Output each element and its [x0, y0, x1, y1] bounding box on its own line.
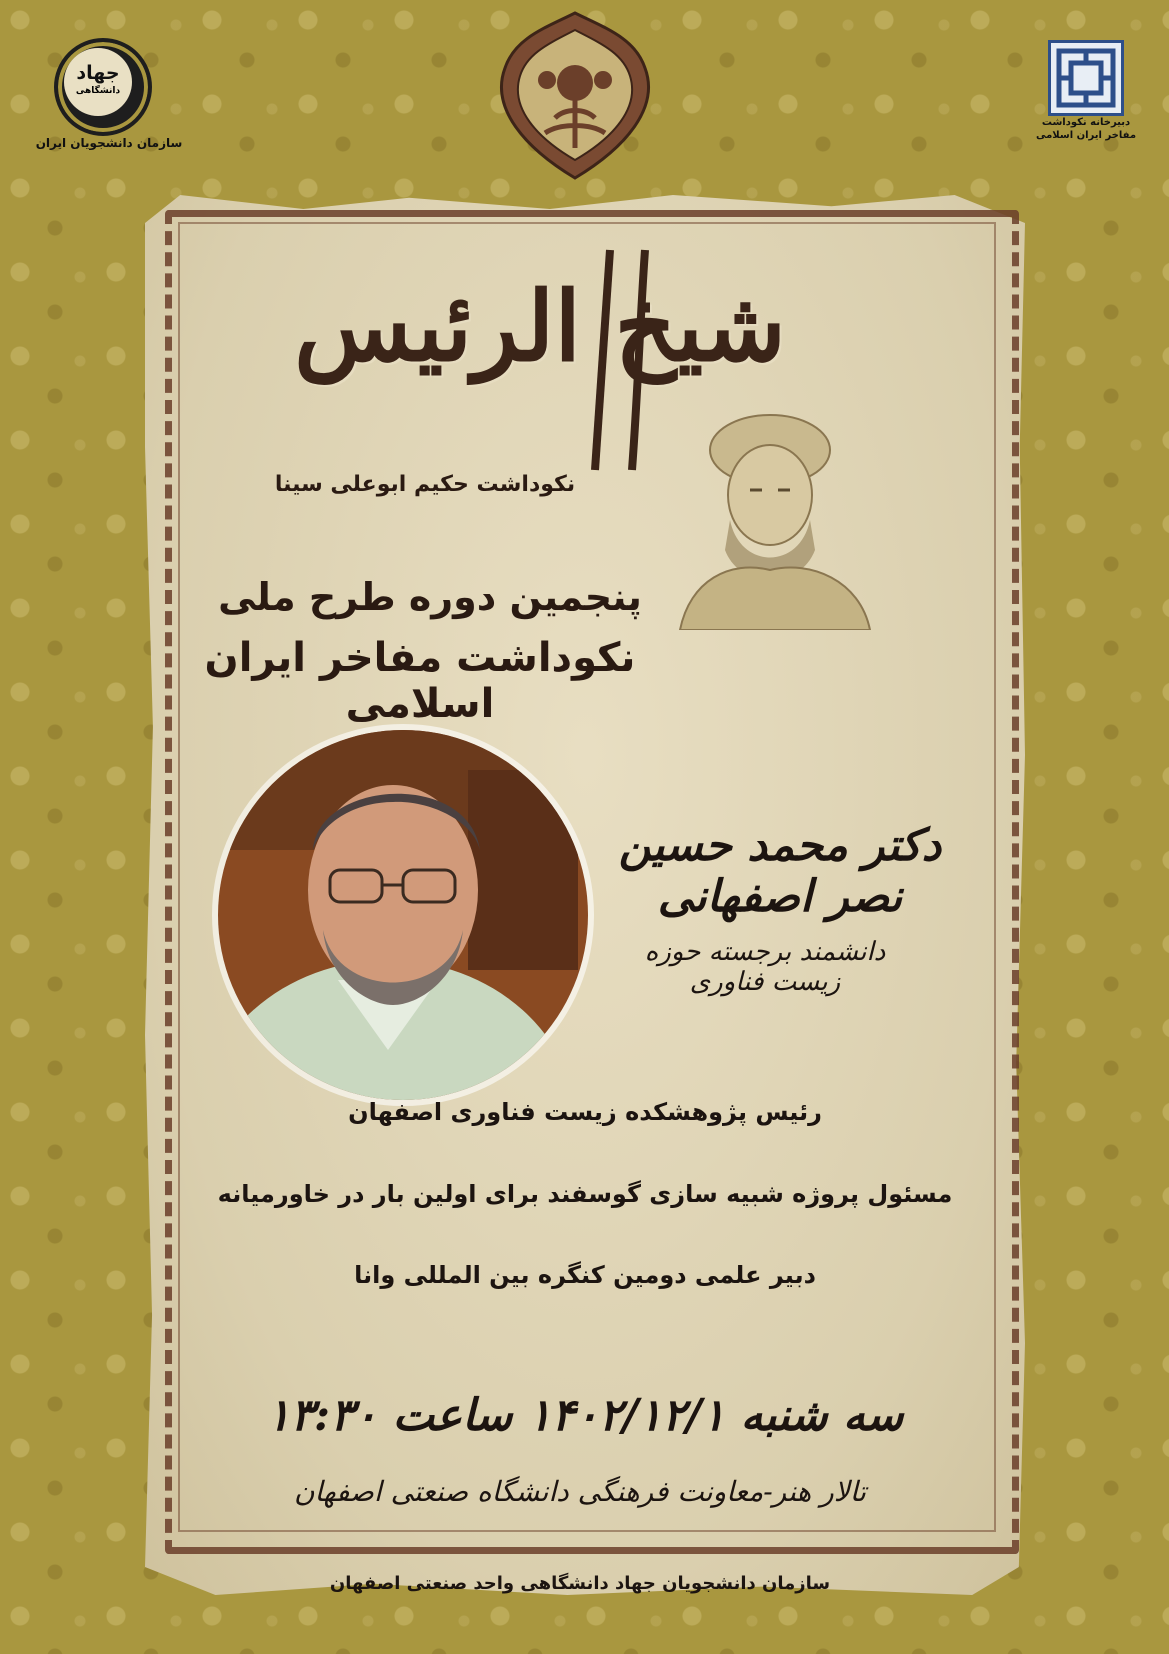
ornament-icon [475, 8, 675, 183]
edition-line-2: نکوداشت مفاخر ایران اسلامی [204, 635, 636, 727]
event-venue: تالار هنر-معاونت فرهنگی دانشگاه صنعتی اصفهان [293, 1475, 867, 1508]
jahad-emblem-text: جهاد [76, 62, 120, 84]
calligraphy-title: شیخ الرئیس [294, 270, 786, 383]
jahad-emblem-inner [64, 48, 132, 116]
jahad-emblem-sub: دانشگاهی [75, 86, 121, 96]
mafakher-caption-line2: مفاخر ایران اسلامی [1035, 130, 1137, 141]
mafakher-caption-line1: دبیرخانه نکوداشت [1041, 117, 1131, 128]
edition-line-1: پنجمین دوره طرح ملی [218, 575, 642, 619]
subtitle: نکوداشت حکیم ابوعلی سینا [274, 472, 576, 497]
role-line-3: دبیر علمی دومین کنگره بین المللی وانا [354, 1261, 816, 1289]
event-organizer: سازمان دانشجویان جهاد دانشگاهی واحد صنعتی اصفهان [329, 1573, 831, 1594]
speaker-photo [218, 730, 588, 1100]
role-line-1: رئیس پژوهشکده زیست فناوری اصفهان [348, 1098, 822, 1126]
speaker-title: دانشمند برجسته حوزه زیست فناوری [644, 937, 886, 997]
event-datetime: سه شنبه ۱۴۰۲/۱۲/۱ ساعت ۱۳:۳۰ [266, 1390, 904, 1441]
speaker-portrait-image [218, 730, 588, 1100]
jahad-logo [35, 38, 183, 158]
calligraphy-flourish-icon [250, 240, 850, 480]
mafakher-caption [1030, 116, 1142, 142]
jahad-caption: سازمان دانشجویان ایران [35, 136, 183, 150]
role-line-2: مسئول پروژه شبیه سازی گوسفند برای اولین بار در خاورمیانه [217, 1180, 953, 1208]
kufic-emblem-icon [1051, 43, 1121, 113]
mafakher-logo [1048, 40, 1124, 116]
speaker-name: دکتر محمد حسین نصر اصفهانی [618, 820, 942, 922]
